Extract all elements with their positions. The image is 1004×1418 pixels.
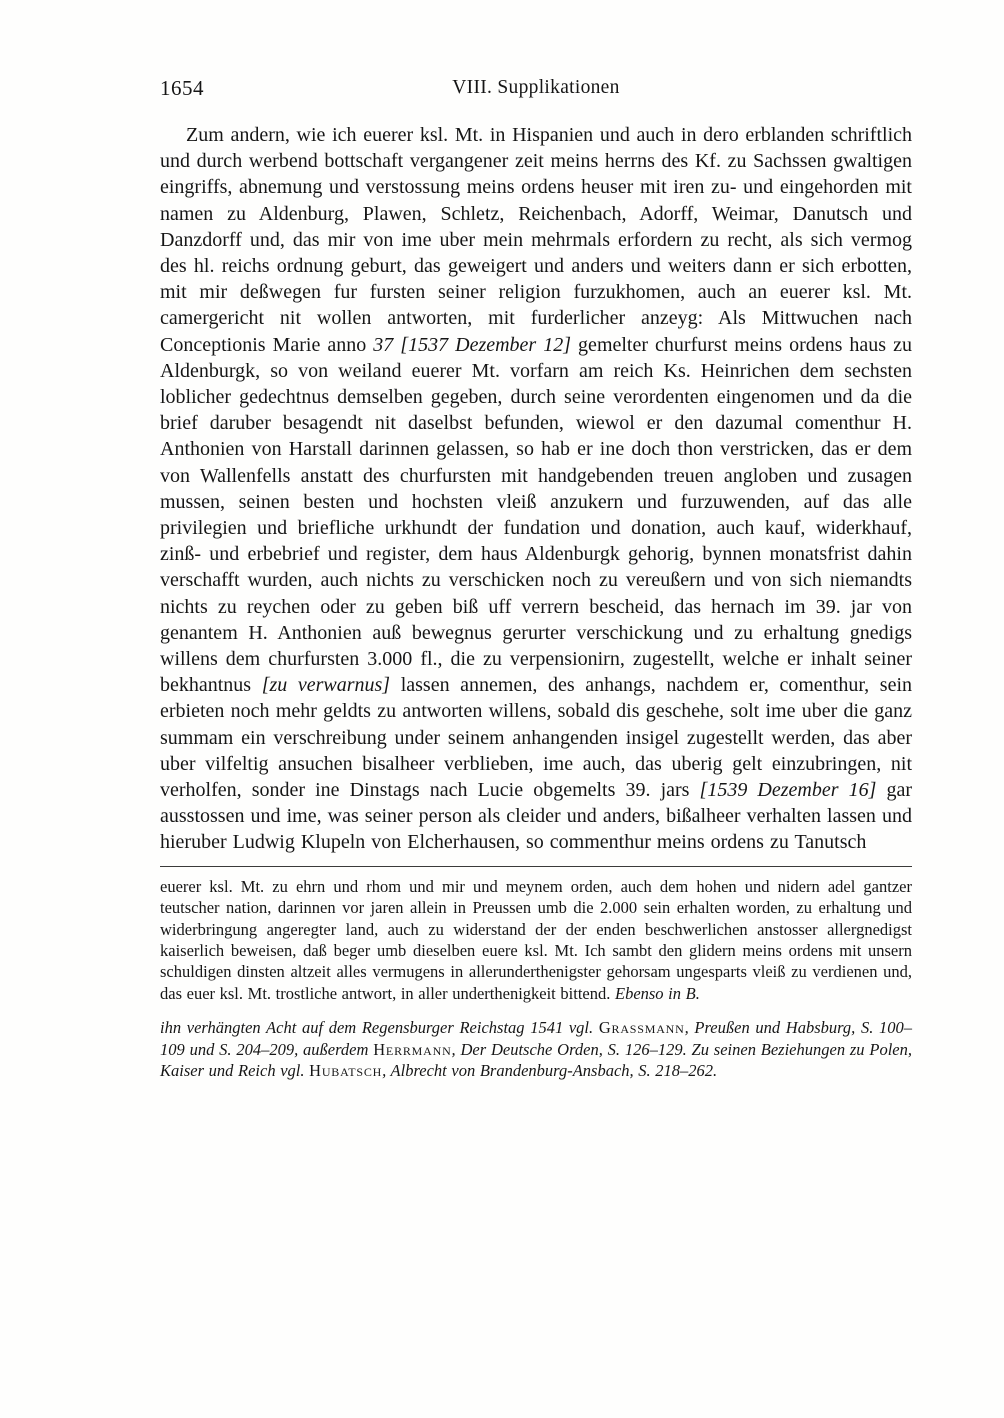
text-block (160, 76, 912, 1081)
body-text-segment-1: Zum andern, wie ich euerer ksl. Mt. in Hispanien und auch in dero erblanden schriftlich und durch werbend bottschaft vergangener zeit meins herrns des Kf. zu Sachssen gwaltigen eingriffs, abnemung und verstossung meins ordens heuser mit iren zu- und eingehorden mit namen zu Aldenburg, Plawen, Schletz, Reichenbach, Adorff, Weimar, Danutsch und Danzdorff und, das mir von ime uber mein mehrmals erfordern zu recht, als sich vermog des hl. reichs ordnung geburt, das geweigert und anders und weiters dann er sich erbotten, mit mir deßwegen fur fursten seiner religion furzukhomen, auch an euerer ksl. Mt. camergericht nit wollen antworten, mit furderlicher anzeyg: Als Mittwuchen nach Conceptionis Marie anno (160, 124, 912, 356)
commentary-text-segment-4: , Albrecht von Brandenburg-Ansbach, S. 218–262. (382, 1060, 718, 1080)
author-name-hubatsch: Hubatsch (309, 1060, 383, 1080)
editorial-date-1539: [1539 Dezember 16] (699, 779, 877, 802)
editorial-date-1537: 37 [1537 Dezember 12] (373, 333, 572, 356)
editorial-note-verwarnus: [zu verwarnus] (261, 674, 391, 697)
body-paragraph (160, 122, 912, 856)
page-header (160, 76, 912, 106)
commentary-text-segment-1: ihn verhängten Acht auf dem Regensburger Reichstag 1541 vgl. (160, 1018, 599, 1038)
commentary-text-segment-3: , Der Deutsche Orden, S. 126–129. Zu seinen Beziehungen zu Polen, Kaiser und Reich vgl. (160, 1039, 912, 1080)
body-text-segment-2: gemelter churfurst meins ordens haus zu Aldenburgk, so von weiland euerer Mt. vorfarn am reich Ks. Heinrichen dem sechsten loblicher gedechtnus demselben gegeben, durch seine verordenten eingenomen und da die brief daruber besagendt nit daselbst befunden, wiewol er den dazumal comenthur H. Anthonien von Harstall darinnen gelassen, so hab er ine doch thon verstricken, das er dem von Wallenfells anstatt des churfursten mit handgebenden treuen angloben und zusagen mussen, seinen besten und hochsten vleiß anzukern und furzuwenden, auf das alle privilegien und briefliche urkhundt der fundation und donation, auch kauf, widerkhauf, zinß- und erbebrief und register, dem haus Aldenburgk gehorig, bynnen monatsfrist dahin verschafft wurden, auch nichts zu verschicken noch zu vereußern und von sich niemandts nichts zu reychen oder zu geben biß uff verrern bescheid, das hernach im 39. jar von genantem H. Anthonien auß bewegnus gerurter verschickung und zu erhaltung gnedigs willens dem churfursten 3.000 fl., die zu verpensionirn, zugestellt, welche er inhalt seiner bekhantnus (160, 333, 913, 697)
footnote-continuation (160, 876, 912, 1004)
footnote-text-segment: euerer ksl. Mt. zu ehrn und rhom und mir und meynem orden, auch dem hohen und nidern adel gantzer teutscher nation, darinnen vor jaren allein in Preussen umb die 2.000 sein erhalten worden, zu erhaltung und widerbringung angeregter land, auch zu widerstand der der enden beschwerlichen anstosser allergnedigst kaiserlich beweisen, daß beger umb dieselben euere ksl. Mt. Ich sambt den glidern meins ordens mit unsern schuldigen dinsten altzeit alles vermugens in allerunderthenigster gehorsam ungesparts vleiß zu verdienen und, das euer ksl. Mt. trostliche antwort, in aller underthenigkeit bittend. (160, 876, 912, 1003)
commentary-text-segment-2: , Preußen und Habsburg, S. 100–109 und S. 204–209, außerdem (160, 1018, 913, 1059)
running-title: VIII. Supplikationen (452, 77, 620, 98)
footnote-variant-note: Ebenso in B. (614, 983, 700, 1003)
body-text-segment-3: lassen annemen, des anhangs, nachdem er, comenthur, sein erbieten noch mehr geldts zu antworten willens, sobald dis geschehe, solt ime uber die ganz summam ein verschreibung under seinem anhangenden insigel zugestellt werden, das aber uber vilfeltig ansuchen bisalheer verblieben, ime auch, das uberig gelt einzubringen, nit verholfen, sonder ine Dinstags nach Lucie obgemelts 39. jars (160, 674, 912, 802)
footnote-separator-rule (160, 866, 912, 867)
author-name-grassmann: Grassmann (598, 1018, 685, 1038)
body-text-segment-4: gar ausstossen und ime, was seiner person als cleider und anders, bißalheer verhalten lassen und hieruber Ludwig Klupeln von Elcherhausen, so commenthur meins ordens zu Tanutsch (160, 779, 912, 854)
page-number: 1654 (160, 76, 204, 100)
author-name-herrmann: Herrmann (373, 1039, 452, 1059)
footnote-commentary (160, 1017, 912, 1081)
